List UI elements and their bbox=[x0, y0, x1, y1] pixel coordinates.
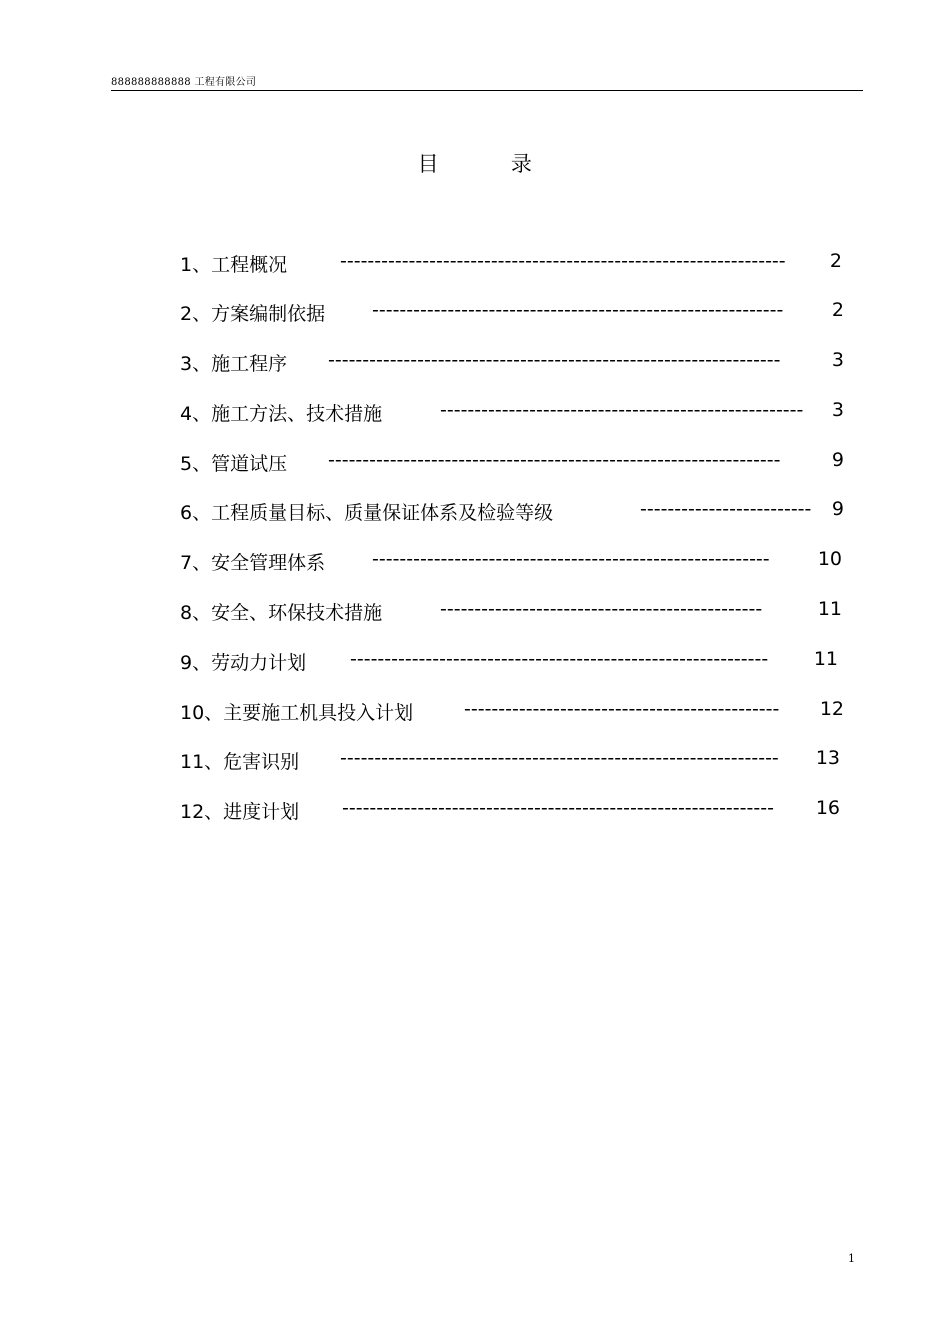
toc-entry-leader: ------------------------------------------------------------ bbox=[372, 299, 784, 321]
toc-entry-page-number: 11 bbox=[813, 648, 838, 670]
toc-entry-page-number: 10 bbox=[817, 548, 842, 570]
toc-entry-leader: --------------------------------------------------------------- bbox=[342, 797, 774, 819]
toc-entry-leader: ----------------------------------------------- bbox=[440, 598, 763, 620]
toc-entry[interactable] bbox=[180, 498, 843, 526]
toc-entry-page-number: 12 bbox=[819, 698, 844, 720]
toc-entry[interactable] bbox=[180, 747, 843, 775]
toc-entry-leader: ----------------------------------------------------- bbox=[440, 399, 804, 421]
toc-entry-label: 9、劳动力计划 bbox=[180, 652, 307, 674]
toc-entry-label: 6、工程质量目标、质量保证体系及检验等级 bbox=[180, 502, 554, 524]
toc-entry-leader: ---------------------------------------------------------------- bbox=[340, 747, 779, 769]
toc-entry[interactable] bbox=[180, 598, 843, 626]
toc-entry-leader: ---------------------------------------------------------- bbox=[372, 548, 770, 570]
toc-entry-page-number: 2 bbox=[829, 250, 842, 272]
toc-entry-leader: ----------------------------------------------------------------- bbox=[340, 250, 786, 272]
toc-entry-label: 12、进度计划 bbox=[180, 801, 300, 823]
toc-entry[interactable] bbox=[180, 299, 843, 327]
toc-entry-page-number: 16 bbox=[815, 797, 840, 819]
toc-entry[interactable] bbox=[180, 399, 843, 427]
toc-entry-page-number: 11 bbox=[817, 598, 842, 620]
toc-entry-label: 10、主要施工机具投入计划 bbox=[180, 702, 414, 724]
toc-entry-page-number: 13 bbox=[815, 747, 840, 769]
toc-entry[interactable] bbox=[180, 648, 843, 676]
toc-entry-label: 8、安全、环保技术措施 bbox=[180, 602, 383, 624]
toc-entry-page-number: 9 bbox=[831, 498, 844, 520]
toc-entry-label: 7、安全管理体系 bbox=[180, 552, 326, 574]
toc-entry[interactable] bbox=[180, 698, 843, 726]
toc-entry[interactable] bbox=[180, 349, 843, 377]
page-number: 1 bbox=[848, 1252, 855, 1265]
toc-entry-leader: ------------------------- bbox=[640, 498, 812, 520]
toc-entry-page-number: 9 bbox=[831, 449, 844, 471]
toc-entry-leader: ------------------------------------------------------------------ bbox=[328, 349, 781, 371]
toc-entry-label: 2、方案编制依据 bbox=[180, 303, 326, 325]
toc-entry-label: 11、危害识别 bbox=[180, 751, 300, 773]
toc-entry-page-number: 3 bbox=[831, 349, 844, 371]
header-company-name: 888888888888 工程有限公司 bbox=[111, 77, 257, 88]
page-header bbox=[111, 72, 863, 91]
toc-entry-label: 3、施工程序 bbox=[180, 353, 288, 375]
toc-entry[interactable] bbox=[180, 548, 843, 576]
toc-entry-label: 1、工程概况 bbox=[180, 254, 288, 276]
toc-entry[interactable] bbox=[180, 449, 843, 477]
toc-entry[interactable] bbox=[180, 797, 843, 825]
toc-entry-label: 4、施工方法、技术措施 bbox=[180, 403, 383, 425]
toc-entry-leader: ---------------------------------------------- bbox=[464, 698, 780, 720]
toc-entry-leader: ------------------------------------------------------------- bbox=[350, 648, 769, 670]
toc-entry-page-number: 3 bbox=[831, 399, 844, 421]
toc-entry[interactable] bbox=[180, 250, 843, 278]
toc-title: 目 录 bbox=[417, 152, 533, 176]
toc-entry-label: 5、管道试压 bbox=[180, 453, 288, 475]
toc-entry-page-number: 2 bbox=[831, 299, 844, 321]
toc-entry-leader: ------------------------------------------------------------------ bbox=[328, 449, 781, 471]
